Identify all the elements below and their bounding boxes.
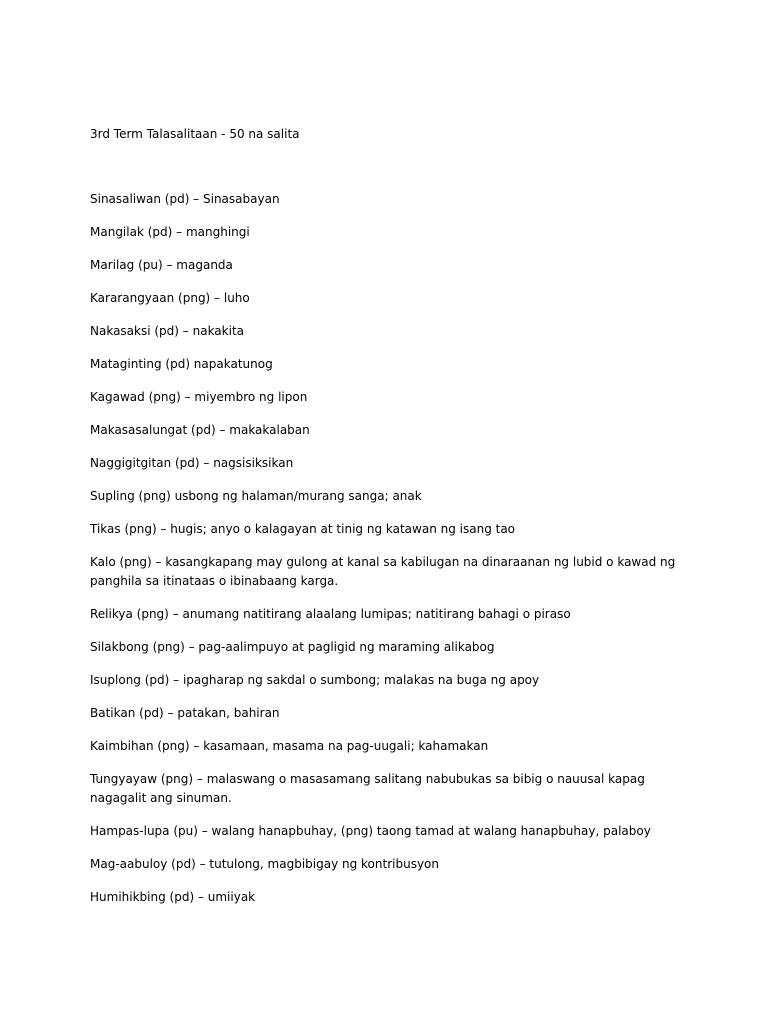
vocabulary-entry: Tungyayaw (png) – malaswang o masasamang salitang nabubukas sa bibig o nauusal kapag nagagalit ang sinuman. <box>90 772 645 805</box>
vocabulary-entry: Mag-aabuloy (pd) – tutulong, magbibigay ng kontribusyon <box>90 857 440 871</box>
vocabulary-list <box>90 190 690 921</box>
vocabulary-entry: Kalo (png) – kasangkapang may gulong at kanal sa kabilugan na dinaraanan ng lubid o kawad ng panghila sa itinataas o ibinabaang karga. <box>90 555 676 588</box>
vocabulary-entry: Relikya (png) – anumang natitirang alaalang lumipas; natitirang bahagi o piraso <box>90 607 571 621</box>
vocabulary-entry: Isuplong (pd) – ipagharap ng sakdal o sumbong; malakas na buga ng apoy <box>90 673 540 687</box>
vocabulary-entry: Mangilak (pd) – manghingi <box>90 225 250 239</box>
vocabulary-entry: Mataginting (pd) napakatunog <box>90 357 273 371</box>
vocabulary-entry: Naggigitgitan (pd) – nagsisiksikan <box>90 456 294 470</box>
vocabulary-entry: Nakasaksi (pd) – nakakita <box>90 324 244 338</box>
document-title: 3rd Term Talasalitaan - 50 na salita <box>90 127 300 141</box>
vocabulary-entry: Supling (png) usbong ng halaman/murang sanga; anak <box>90 489 422 503</box>
vocabulary-entry: Tikas (png) – hugis; anyo o kalagayan at tinig ng katawan ng isang tao <box>90 522 516 536</box>
vocabulary-entry: Humihikbing (pd) – umiiyak <box>90 890 256 904</box>
vocabulary-entry: Batikan (pd) – patakan, bahiran <box>90 706 280 720</box>
vocabulary-entry: Makasasalungat (pd) – makakalaban <box>90 423 310 437</box>
vocabulary-entry: Kaimbihan (png) – kasamaan, masama na pag-uugali; kahamakan <box>90 739 489 753</box>
vocabulary-entry: Kararangyaan (png) – luho <box>90 291 250 305</box>
vocabulary-entry: Sinasaliwan (pd) – Sinasabayan <box>90 192 280 206</box>
vocabulary-entry: Kagawad (png) – miyembro ng lipon <box>90 390 308 404</box>
vocabulary-entry: Marilag (pu) – maganda <box>90 258 233 272</box>
vocabulary-entry: Silakbong (png) – pag-aalimpuyo at pagligid ng maraming alikabog <box>90 640 495 654</box>
vocabulary-entry: Hampas-lupa (pu) – walang hanapbuhay, (png) taong tamad at walang hanapbuhay, palaboy <box>90 824 651 838</box>
